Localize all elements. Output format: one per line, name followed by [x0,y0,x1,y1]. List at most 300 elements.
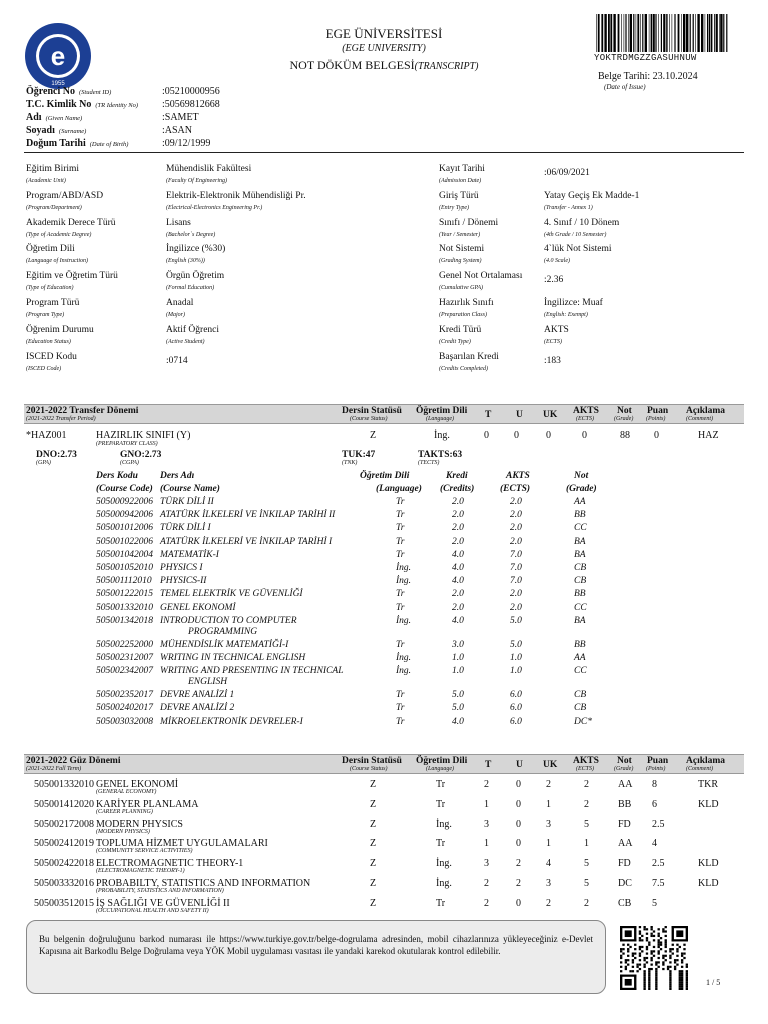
qr-cell [681,986,683,988]
qr-cell [650,933,652,935]
fall-course-row: 505002172008 MODERN PHYSICS (MODERN PHYSICS) Z İng. 3 0 3 5 FD 2.5 [34,818,665,835]
qr-cell [625,968,627,970]
qr-cell [681,970,683,972]
qr-cell [646,952,648,954]
qr-cell [641,946,643,948]
qr-cell [646,937,648,939]
barcode-bar [675,14,676,52]
qr-cell [627,959,629,961]
qr-cell [686,981,688,983]
qr-cell [679,988,681,990]
qr-cell [641,950,643,952]
qr-cell [665,935,667,937]
qr-cell [634,952,636,954]
qr-cell [658,928,660,930]
qr-cell [686,977,688,979]
barcode-bar [726,14,727,52]
barcode-bar [633,14,634,52]
barcode-bar [625,14,626,52]
verification-note: Bu belgenin doğruluğunu barkod numarası ile https://www.turkiye.gov.tr/belge-dogrulama adresinden, mobil cihazlarınıza yükleyeceğiniz e-Devlet Kapısına ait Barkodlu Belge Doğrulama veya YÖK Mobil uygulaması vasıtası ile yandaki karekod okutularak kontrol edilebilir. [26,920,606,994]
qr-cell [669,986,671,988]
qr-cell [655,986,657,988]
qr-cell [672,948,674,950]
qr-cell [686,972,688,974]
academic-field-label: Hazırlık Sınıfı (Preparation Class) [439,298,494,318]
barcode-bar [653,14,655,52]
qr-cell [643,928,645,930]
qr-cell [639,933,641,935]
qr-cell [667,966,669,968]
qr-cell [620,966,622,968]
qr-cell [632,959,634,961]
barcode-bar [610,14,612,52]
barcode-bar [598,14,600,52]
qr-cell [672,944,674,946]
qr-cell [643,983,645,985]
qr-cell [672,926,688,928]
qr-cell [650,950,652,952]
barcode-bar [720,14,722,52]
qr-cell [627,955,629,957]
qr-cell [681,988,683,990]
qr-cell [674,959,676,961]
barcode-bar [621,14,622,52]
barcode-bar [716,14,718,52]
qr-cell [669,950,671,952]
barcode-bar [649,14,650,52]
personal-field: Öğrenci No (Student ID) :05210000956 [26,86,220,97]
academic-field-value: Mühendislik Fakültesi (Faculty Of Engineering) [166,164,252,184]
qr-cell [632,966,634,968]
qr-cell [646,946,648,948]
qr-cell [676,964,678,966]
qr-cell [648,944,650,946]
qr-cell [643,986,645,988]
qr-cell [620,988,636,990]
qr-cell [669,983,671,985]
qr-cell [660,944,662,946]
qr-cell [632,970,634,972]
barcode-bar [628,14,629,52]
qr-cell [646,933,648,935]
qr-code-image [620,926,688,990]
transfer-section-header: 2021-2022 Transfer Dönemi (2021-2022 Transfer Period) Dersin Statüsü (Course Status) Öğretim Dili (Language) T U UK AKTS (ECTS) Not (Grade) Puan (Points) Açıklama (Comment) [24,404,744,424]
qr-cell [681,955,683,957]
academic-field-value: İngilizce (%30) (English (30%)) [166,244,226,265]
barcode-bar [669,14,670,52]
qr-cell [639,937,641,939]
academic-field-label: Eğitim ve Öğretim Türü (Type of Education) [26,271,118,292]
fall-course-row: 505001332010 GENEL EKONOMİ (GENERAL ECONOMY) Z Tr 2 0 2 2 AA 8 TKR [34,779,718,795]
qr-cell [643,972,645,974]
qr-cell [681,977,683,979]
qr-cell [634,975,636,990]
qr-cell [674,968,676,970]
qr-cell [632,955,634,957]
qr-cell [679,986,681,988]
qr-cell [669,955,671,957]
barcode-bar [601,14,603,52]
qr-cell [643,977,645,979]
university-name: EGE ÜNİVERSİTESİ [325,26,443,41]
academic-field-value: 4. Sınıf / 10 Dönem (4th Grade / 10 Semester) [544,217,620,238]
qr-cell [676,948,678,950]
qr-cell [639,959,641,961]
qr-cell [655,970,657,972]
qr-cell [643,959,645,961]
academic-field-label: Genel Not Ortalaması (Cumulative GPA) [439,271,523,292]
qr-cell [627,964,629,966]
transfer-course-row: 505002252000 MÜHENDİSLİK MATEMATİĞİ-I Tr 3.0 5.0 BB [96,639,586,650]
qr-cell [620,926,622,941]
qr-cell [627,944,629,946]
qr-cell [634,957,636,959]
barcode-bar [693,14,694,52]
academic-field-label: Program/ABD/ASD (Program/Department) [26,190,104,211]
qr-cell [622,952,624,954]
qr-cell [650,926,652,928]
qr-cell [625,930,632,937]
qr-cell [686,983,688,985]
qr-cell [620,955,622,957]
academic-field-value: Anadal (Major) [166,298,194,318]
qr-cell [674,966,676,968]
barcode-bar [711,14,713,52]
qr-cell [669,970,671,972]
qr-cell [648,941,650,943]
fall-section-header: 2021-2022 Güz Dönemi (2021-2022 Fall Term) Dersin Statüsü (Course Status) Öğretim Dili (Language) T U UK AKTS (ECTS) Not (Grade) Puan (Points) Açıklama (Comment) [24,754,744,774]
qr-cell [634,926,636,941]
qr-cell [648,968,650,970]
barcode-bar [618,14,620,52]
qr-cell [658,961,660,963]
qr-cell [658,946,660,948]
barcode-bar [709,14,710,52]
qr-cell [676,944,678,946]
qr-cell [681,952,683,954]
qr-cell [620,975,636,977]
barcode-bar [672,14,673,52]
barcode-bar [658,14,659,52]
academic-field-value: :2.36 [544,275,564,286]
qr-cell [650,959,652,961]
qr-cell [665,950,667,952]
qr-cell [650,935,652,937]
qr-cell [681,972,683,974]
qr-cell [658,944,660,946]
barcode-bar [645,14,647,52]
university-name-en: (EGE UNIVERSITY) [342,43,426,54]
qr-cell [672,939,688,941]
qr-cell [658,950,660,952]
qr-cell [625,961,627,963]
qr-cell [679,983,681,985]
divider [24,152,744,153]
qr-cell [679,972,681,974]
qr-cell [669,988,671,990]
barcode-bar [667,14,668,52]
qr-cell [665,944,667,946]
qr-cell [669,961,671,963]
qr-cell [653,955,655,957]
document-title: NOT DÖKÜM BELGESİ(TRANSCRIPT) [289,58,479,72]
qr-cell [655,979,657,981]
qr-cell [648,975,650,977]
barcode-bar [723,14,724,52]
qr-cell [662,957,664,959]
transfer-course-row: 505000942006 ATATÜRK İLKELERİ VE İNKILAP TARİHİ II Tr 2.0 2.0 BB [96,510,586,521]
qr-cell [655,975,657,977]
transfer-course-row: 505002342007 WRITING AND PRESENTING IN TECHNICAL ENGLISH İng. 1.0 1.0 CC [96,666,587,688]
barcode-bar [683,14,685,52]
qr-cell [646,961,648,963]
academic-field-value: 4`lük Not Sistemi (4.0 Scale) [544,244,612,265]
barcode-bar [678,14,680,52]
barcode-bar [624,14,625,52]
qr-cell [629,946,631,948]
barcode-bar [666,14,667,52]
barcode-bar [686,14,688,52]
qr-cell [639,955,641,957]
qr-cell [620,926,636,928]
qr-cell [648,983,650,985]
qr-cell [681,959,683,961]
qr-cell [648,981,650,983]
qr-cell [646,928,648,930]
barcode-bar [608,14,610,52]
qr-cell [669,966,671,968]
qr-cell [627,948,629,950]
qr-cell [643,957,645,959]
qr-cell [674,961,676,963]
academic-field-label: Giriş Türü (Entry Type) [439,190,479,211]
barcode-image [596,14,728,52]
qr-cell [681,981,683,983]
qr-cell [643,988,645,990]
qr-cell [643,926,645,928]
academic-field-label: Not Sistemi (Grading System) [439,244,485,265]
qr-cell [620,939,636,941]
academic-field-label: Kredi Türü (Credit Type) [439,324,482,345]
barcode-bar [630,14,632,52]
qr-cell [679,946,681,948]
qr-cell [676,959,678,961]
qr-cell [686,964,688,966]
qr-cell [686,970,688,972]
qr-cell [648,979,650,981]
qr-cell [627,950,629,952]
qr-cell [665,939,667,941]
qr-cell [686,986,688,988]
qr-cell [653,946,655,948]
qr-cell [620,970,622,972]
transfer-course-row: 505002352017 DEVRE ANALİZİ 1 Tr 5.0 6.0 CB [96,690,587,701]
academic-field-value: :06/09/2021 [544,168,590,178]
qr-cell [643,981,645,983]
qr-cell [648,970,650,972]
qr-cell [653,950,655,952]
qr-cell [636,964,638,966]
transfer-course-row: 505002402017 DEVRE ANALİZİ 2 Tr 5.0 6.0 CB [96,703,587,714]
qr-cell [679,975,681,977]
transfer-course-row: 505001112010 PHYSICS-II İng. 4.0 7.0 CB [96,576,587,587]
qr-cell [679,979,681,981]
qr-cell [665,946,667,948]
academic-field-label: Program Türü (Program Type) [26,298,80,318]
fall-course-row: 505002422018 ELECTROMAGNETIC THEORY-1 (ELECTROMAGNETIC THEORY-1) Z İng. 3 2 4 5 FD 2.5 KLD [34,858,719,875]
personal-field: Adı (Given Name) :SAMET [26,112,199,123]
qr-cell [639,952,641,954]
qr-cell [643,979,645,981]
qr-cell [676,930,683,937]
academic-field-value: Yatay Geçiş Ek Madde-1 (Transfer - Annex 1) [544,190,640,211]
barcode-bar [642,14,643,52]
qr-cell [683,944,685,946]
qr-cell [669,979,671,981]
academic-field-label: ISCED Kodu (ISCED Code) [26,351,77,372]
barcode-bar [719,14,720,52]
academic-field-label: Akademik Derece Türü (Type of Academic Degree) [26,217,116,238]
qr-cell [669,972,671,974]
academic-field-value: :183 [544,355,561,366]
academic-field-value: Lisans (Bachelor`s Degree) [166,217,216,238]
personal-field: Doğum Tarihi (Date of Birth) :09/12/1999 [26,138,211,149]
qr-cell [634,944,636,946]
qr-cell [681,975,683,977]
transfer-course-row: 505001042004 MATEMATİK-I Tr 4.0 7.0 BA [96,549,586,560]
barcode-bar [690,14,691,52]
qr-cell [643,966,645,968]
qr-cell [639,946,641,948]
qr-cell [625,979,632,986]
qr-cell [655,961,657,963]
qr-cell [672,952,674,954]
qr-cell [676,950,678,952]
qr-cell [665,926,667,928]
total-credits-tuk: TUK:47 (TNK) [342,450,376,466]
qr-cell [669,975,671,977]
academic-field-value: Örgün Öğretim (Formal Education) [166,271,225,292]
qr-cell [646,957,648,959]
academic-field-value: :0714 [166,355,188,366]
qr-cell [648,972,650,974]
qr-cell [655,977,657,979]
barcode-bar [636,14,637,52]
qr-cell [655,968,657,970]
transfer-course-row: 505001332010 GENEL EKONOMİ Tr 2.0 2.0 CC [96,602,587,613]
qr-cell [639,964,641,966]
qr-cell [655,988,657,990]
qr-cell [620,975,622,990]
qr-cell [632,961,634,963]
barcode-bar [655,14,656,52]
qr-cell [660,941,662,943]
qr-cell [625,959,627,961]
qr-cell [641,935,643,937]
qr-cell [679,977,681,979]
barcode-bar [663,14,665,52]
qr-cell [646,939,648,941]
transfer-course-row: 505001342018 INTRODUCTION TO COMPUTER PROGRAMMING İng. 4.0 5.0 BA [96,615,586,637]
qr-cell [620,948,622,950]
qr-cell [655,972,657,974]
academic-field-value: AKTS (ECTS) [544,324,569,345]
qr-cell [681,961,683,963]
qr-cell [662,955,664,957]
qr-cell [672,926,674,941]
academic-field-value: Aktif Öğrenci (Active Student) [166,324,220,345]
qr-cell [653,935,655,937]
qr-cell [662,968,664,970]
qr-cell [655,964,657,966]
transfer-course-row: 505001222015 TEMEL ELEKTRİK VE GÜVENLİĞİ Tr 2.0 2.0 BB [96,589,586,600]
barcode-bar [701,14,703,52]
gpa-dno: DNO:2.73 (GPA) [36,450,77,466]
qr-cell [655,983,657,985]
qr-cell [665,941,667,943]
qr-cell [653,939,655,941]
transfer-course-row: 505001052010 PHYSICS I İng. 4.0 7.0 CB [96,563,587,573]
qr-cell [648,988,650,990]
barcode-bar [681,14,682,52]
qr-cell [650,957,652,959]
academic-field-label: Başarılan Kredi (Credits Completed) [439,351,499,372]
personal-field: Soyadı (Surname) :ASAN [26,125,193,136]
total-ects-takts: TAKTS:63 (TECTS) [418,450,463,466]
transfer-subtable-header: Ders Kodu Ders Adı (Course Code) (Course Name) Öğretim Dili (Language) Kredi (Credits) AKTS (ECTS) Not (Grade) [96,471,597,494]
qr-cell [639,948,641,950]
transfer-course-row: 505001022006 ATATÜRK İLKELERİ VE İNKILAP TARİHİ I Tr 2.0 2.0 BA [96,536,586,547]
qr-cell [639,968,641,970]
qr-cell [620,957,622,959]
qr-cell [650,928,652,930]
qr-cell [658,966,660,968]
qr-cell [643,975,645,977]
qr-cell [641,939,643,941]
barcode-bar [596,14,597,52]
qr-cell [643,970,645,972]
qr-cell [665,955,667,957]
qr-cell [622,948,624,950]
qr-cell [620,950,622,952]
qr-cell [632,952,634,954]
qr-cell [679,981,681,983]
qr-cell [660,937,662,939]
qr-cell [648,986,650,988]
barcode-bar [651,14,653,52]
svg-text:e: e [50,41,66,71]
academic-field-value: Elektrik-Elektronik Mühendisliği Pr. (Electrical-Electronics Engineering Pr.) [166,190,306,211]
fall-course-row: 505003332016 PROBABILTY, STATISTICS AND INFORMATION (PROBABILITY, STATISTICS AND INFORMATION) Z İng. 2 2 3 5 DC 7.5 KLD [34,878,719,894]
academic-field-label: Öğrenim Durumu (Education Status) [26,324,94,345]
barcode-bar [604,14,606,52]
qr-cell [650,968,652,970]
personal-field: T.C. Kimlik No (TR Identity No) :50569812668 [26,99,220,110]
qr-cell [683,957,685,959]
qr-cell [639,930,641,932]
academic-field-label: Sınıfı / Dönemi (Year / Semester) [439,217,499,238]
qr-cell [650,952,652,954]
qr-cell [658,933,660,935]
barcode-bar [714,14,715,52]
qr-cell [683,948,685,950]
qr-cell [662,930,664,932]
qr-cell [620,961,622,963]
qr-cell [648,977,650,979]
barcode-bar [707,14,708,52]
qr-cell [634,948,636,950]
barcode-bar [637,14,639,52]
